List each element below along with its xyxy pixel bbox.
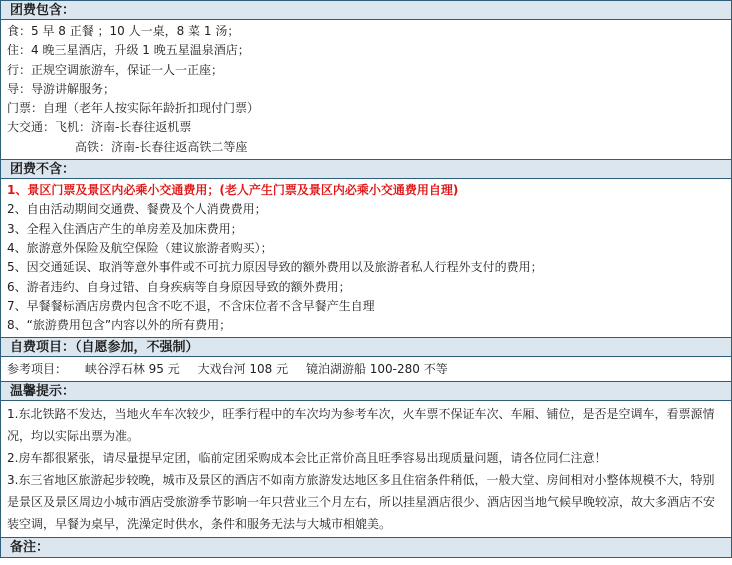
included-header: 团费包含： xyxy=(1,1,731,20)
included-line: 大交通：飞机：济南-长春往返机票 xyxy=(7,120,192,135)
excluded-body xyxy=(1,179,731,338)
optional-body xyxy=(1,357,731,382)
excluded-line: 3、全程入住酒店产生的单房差及加床费用； xyxy=(7,221,243,236)
optional-header: 自费项目：（自愿参加，不强制） xyxy=(1,338,731,357)
included-line: 食：5 早 8 正餐 ；10 人一桌，8 菜 1 汤； xyxy=(7,24,240,38)
optional-item: 大戏台河 108 元 xyxy=(197,362,289,377)
tip-paragraph: 3.东三省地区旅游起步较晚，城市及景区的酒店不如南方旅游发达地区多且住宿条件稍低，一般大堂、房间相对小整体规模不大，特别是景区及景区周边小城市酒店受旅游季节影响一年只营业三个月左右，所以挂星酒店很少、酒店因当地气候早晚较凉，故大多酒店不安装空调，早餐为桌早，洗澡定时供水，条件和服务无法与大城市相媲美。 xyxy=(7,473,716,532)
notes-header: 备注： xyxy=(1,538,731,557)
optional-item: 镜泊湖游船 100-280 不等 xyxy=(305,362,448,377)
included-line: 门票：自理（老年人按实际年龄折扣现付门票） xyxy=(7,101,260,116)
included-line: 行：正规空调旅游车，保证一人一正座； xyxy=(7,62,224,77)
optional-label: 参考项目： xyxy=(7,362,68,377)
tips-body xyxy=(1,401,731,538)
excluded-line: 2、自由活动期间交通费、餐费及个人消费费用； xyxy=(7,202,267,217)
included-body xyxy=(1,20,731,160)
included-train-line: 高铁：济南-长春往返高铁二等座 xyxy=(75,139,248,154)
tip-paragraph: 1.东北铁路不发达，当地火车车次较少，旺季行程中的车次均为参考车次，火车票不保证车次、车厢、铺位，是否是空调车，看票源情况，均以实际出票为准。 xyxy=(7,407,715,444)
excluded-line: 8、“旅游费用包含”内容以外的所有费用； xyxy=(7,318,232,333)
excluded-highlight-line: 1、景区门票及景区内必乘小交通费用；(老人产生门票及景区内必乘小交通费用自理) xyxy=(7,183,459,198)
excluded-header: 团费不含： xyxy=(1,160,731,179)
excluded-line: 5、因交通延误、取消等意外事件或不可抗力原因导致的额外费用以及旅游者私人行程外支付的费用； xyxy=(7,260,543,275)
excluded-line: 7、早餐餐标酒店房费内包含不吃不退，不含床位者不含早餐产生自理 xyxy=(7,298,375,313)
optional-item: 峡谷浮石林 95 元 xyxy=(84,362,180,377)
optional-items-line xyxy=(7,359,725,379)
excluded-line: 6、游者违约、自身过错、自身疾病等自身原因导致的额外费用； xyxy=(7,279,351,294)
included-line: 住：4 晚三星酒店，升级 1 晚五星温泉酒店； xyxy=(7,43,250,58)
tip-paragraph: 2.房车都很紧张，请尽量提早定团，临前定团采购成本会比正常价高且旺季容易出现质量问题，请各位同仁注意！ xyxy=(7,451,607,466)
tips-header: 温馨提示： xyxy=(1,382,731,401)
included-line: 导：导游讲解服务； xyxy=(7,81,116,96)
excluded-line: 4、旅游意外保险及航空保险（建议旅游者购买）； xyxy=(7,240,273,255)
